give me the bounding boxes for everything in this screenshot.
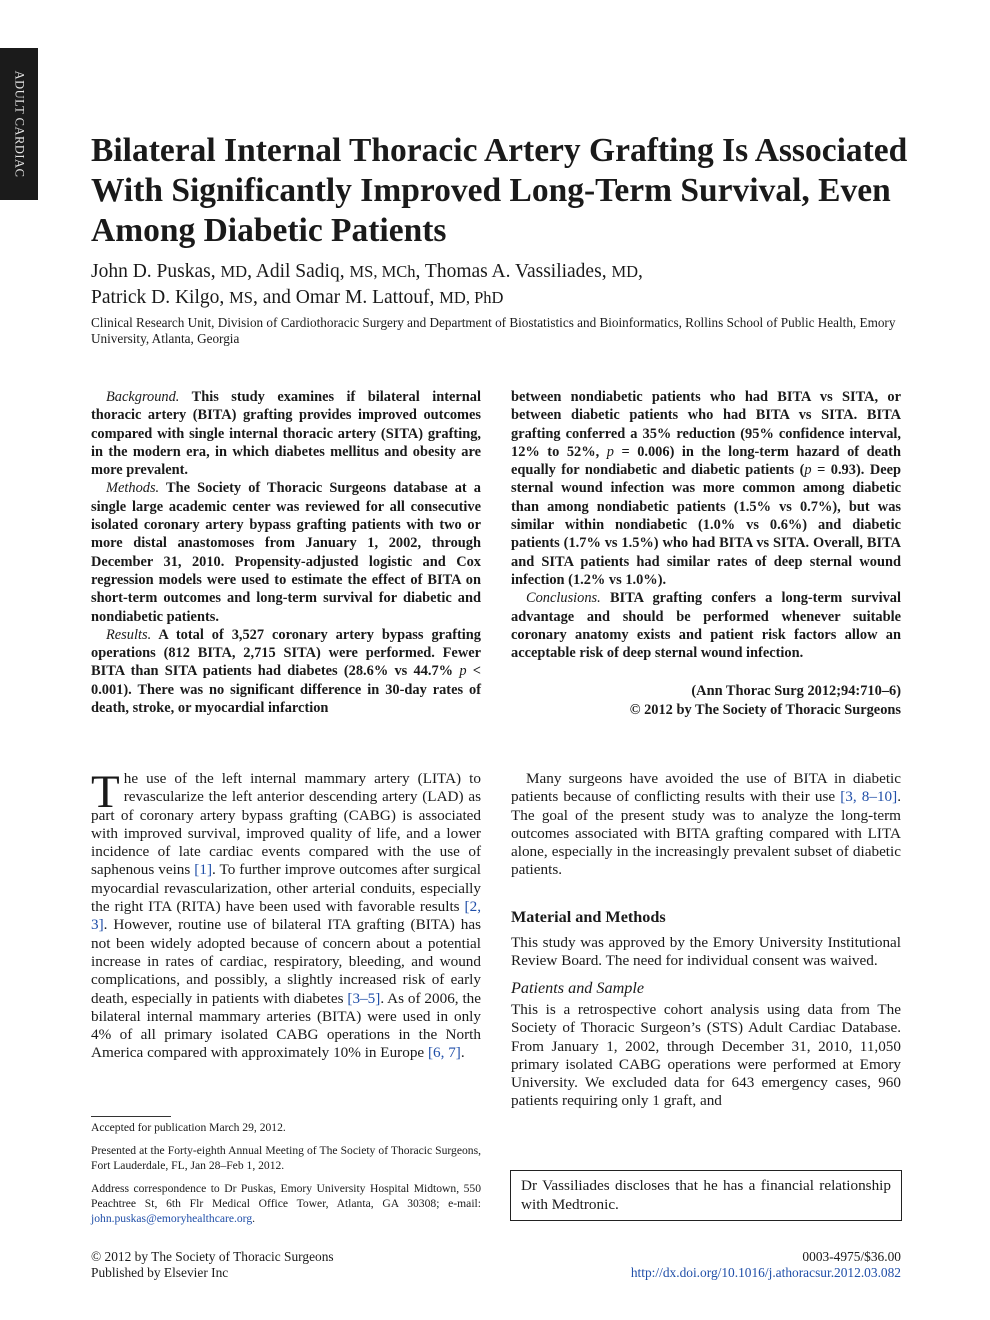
reference-link[interactable]: [1] — [194, 861, 213, 879]
footnote-address: Address correspondence to Dr Puskas, Emory University Hospital Midtown, 550 Peachtree St, 6th Flr Medical Office Tower, Atlanta, GA 30308; e-mail: john.puskas@emoryhealthcare.org. — [91, 1182, 481, 1225]
abstract-background: Background. This study examines if bilateral internal thoracic artery (BITA) grafting provides improved outcomes compared with single internal thoracic artery (SITA) grafting, in the modern era, in which diabetes mellitus and obesity are more prevalent. — [91, 389, 481, 479]
affiliation: Clinical Research Unit, Division of Cardiothoracic Surgery and Department of Biostatistics and Bioinformatics, Rollins School of Public Health, Emory University, Atlanta, Georgia — [91, 315, 896, 346]
author-list: John D. Puskas, MD, Adil Sadiq, MS, MCh, Thomas A. Vassiliades, MD, Patrick D. Kilgo, MS, and Omar M. Lattouf, MD, PhD — [91, 261, 643, 308]
citation-copyright: © 2012 by The Society of Thoracic Surgeons — [629, 702, 901, 718]
section-tab-label: ADULT CARDIAC — [12, 70, 27, 178]
abstract-left-column — [91, 388, 481, 717]
body-left-column — [91, 766, 482, 1063]
reference-link[interactable]: [2, 3] — [91, 898, 481, 934]
footnote-presented: Presented at the Forty-eighth Annual Meeting of The Society of Thoracic Surgeons, Fort Lauderdale, FL, Jan 28–Feb 1, 2012. — [91, 1144, 481, 1172]
subsection-heading: Patients and Sample — [511, 978, 645, 997]
reference-link[interactable]: [3, 8–10] — [840, 788, 898, 806]
footer-copyright: © 2012 by The Society of Thoracic Surgeons — [91, 1249, 334, 1264]
body-paragraph: This study was approved by the Emory University Institutional Review Board. The need for individual consent was waived. — [511, 934, 901, 970]
doi-link[interactable]: http://dx.doi.org/10.1016/j.athoracsur.2012.03.082 — [630, 1265, 901, 1280]
abstract-methods: Methods. The Society of Thoracic Surgeons database at a single large academic center was reviewed for all consecutive isolated coronary artery bypass grafting patients with two or more distal anastomoses from January 1, 2002, through December 31, 2010. Propensity-adjusted logistic and Cox regression models were used to estimate the effect of BITA on short-term outcomes and long-term survival for diabetic and nondiabetic patients. — [91, 480, 481, 625]
footnotes — [91, 1120, 481, 1234]
article-title: Bilateral Internal Thoracic Artery Grafting Is Associated With Significantly Improved Long-Term Survival, Even Among Diabetic Patients — [91, 132, 908, 249]
email-link[interactable]: john.puskas@emoryhealthcare.org — [91, 1212, 253, 1225]
author: John D. Puskas, MD — [91, 261, 248, 282]
citation-journal: (Ann Thorac Surg 2012;94:710–6) — [691, 683, 901, 699]
journal-citation — [511, 682, 901, 720]
footer-left — [91, 1249, 334, 1281]
author: Thomas A. Vassiliades, MD — [424, 261, 639, 282]
section-heading: Material and Methods — [511, 907, 666, 926]
abstract-right-column — [511, 388, 901, 662]
reference-link[interactable]: [3–5] — [347, 989, 381, 1007]
abstract-results-continued: between nondiabetic patients who had BITA vs SITA, or between diabetic patients who had BITA vs SITA. BITA grafting conferred a 35% reduction (95% confidence interval, 12% to 52%, p = 0.006) in the long-term hazard of death equally for nondiabetic and diabetic patients (p = 0.93). Deep sternal wound infection was more common among diabetic than among nondiabetic patients (1.5% vs 0.7%), but was similar within nondiabetic (1.0% vs 0.6%) and diabetic patients (1.7% vs 1.5%) who had BITA vs SITA. Overall, BITA and SITA patients had similar rates of deep sternal wound infection (1.2% vs 1.0%). — [511, 389, 901, 588]
footnote-divider — [91, 1116, 171, 1117]
footnote-accepted: Accepted for publication March 29, 2012. — [91, 1121, 286, 1134]
author: Patrick D. Kilgo, MS — [91, 287, 253, 308]
reference-link[interactable]: [6, 7] — [427, 1044, 461, 1062]
body-paragraph: This is a retrospective cohort analysis using data from The Society of Thoracic Surgeon’s (STS) Adult Cardiac Database. From January 1, 2002, through December 31, 2010, 11,050 primary isolated CABG operations were performed at Emory University. We excluded data for 643 emergency cases, 960 patients requiring only 1 graft, and — [511, 1000, 901, 1110]
footer-publisher: Published by Elsevier Inc — [91, 1265, 229, 1280]
footer-issn: 0003-4975/$36.00 — [802, 1249, 901, 1264]
intro-paragraph: The use of the left internal mammary artery (LITA) to revascularize the left anterior descending artery (LAD) as part of coronary artery bypass grafting (CABG) is associated with improved survival, improved quality of life, and a lower incidence of late cardiac events compared with the use of saphenous veins [1]. To further improve outcomes after surgical myocardial revascularization, other arterial conduits, especially the right ITA (RITA) have been used with favorable results [2, 3]. However, routine use of bilateral ITA grafting (BITA) has not been widely adopted because of concern about a potential increase in rates of cardiac, respiratory, bleeding, and wound complications, and possibly, a slightly increased risk of early death, especially in patients with diabetes [3–5]. As of 2006, the bilateral internal mammary arteries (BITA) were used in only 4% of all primary isolated CABG operations in the North America compared with approximately 10% in Europe [6, 7]. — [91, 766, 482, 1062]
footer-right — [631, 1249, 901, 1281]
section-tab — [0, 48, 38, 200]
abstract-results: Results. A total of 3,527 coronary artery bypass grafting operations (812 BITA, 2,715 SITA) were performed. Fewer BITA than SITA patients had diabetes (28.6% vs 44.7% p < 0.001). There was no significant difference in 30-day rates of death, stroke, or myocardial infarction — [91, 626, 482, 717]
disclosure-box: Dr Vassiliades discloses that he has a financial relationship with Medtronic. — [510, 1170, 902, 1221]
drop-cap: T — [91, 766, 120, 818]
body-right-column — [511, 770, 901, 1111]
body-paragraph: Many surgeons have avoided the use of BITA in diabetic patients because of conflicting results with their use [3, 8–10]. The goal of the present study was to analyze the long-term outcomes associated with BITA grafting compared with LITA alone, especially in the increasingly prevalent subset of diabetic patients. — [511, 770, 901, 879]
author: Adil Sadiq, MS, MCh — [255, 261, 416, 282]
author: Omar M. Lattouf, MD, PhD — [295, 287, 504, 308]
abstract-conclusions: Conclusions. BITA grafting confers a long-term survival advantage and should be performed whenever suitable coronary anatomy exists and patient risk factors allow an acceptable risk of deep sternal wound infection. — [511, 590, 901, 662]
